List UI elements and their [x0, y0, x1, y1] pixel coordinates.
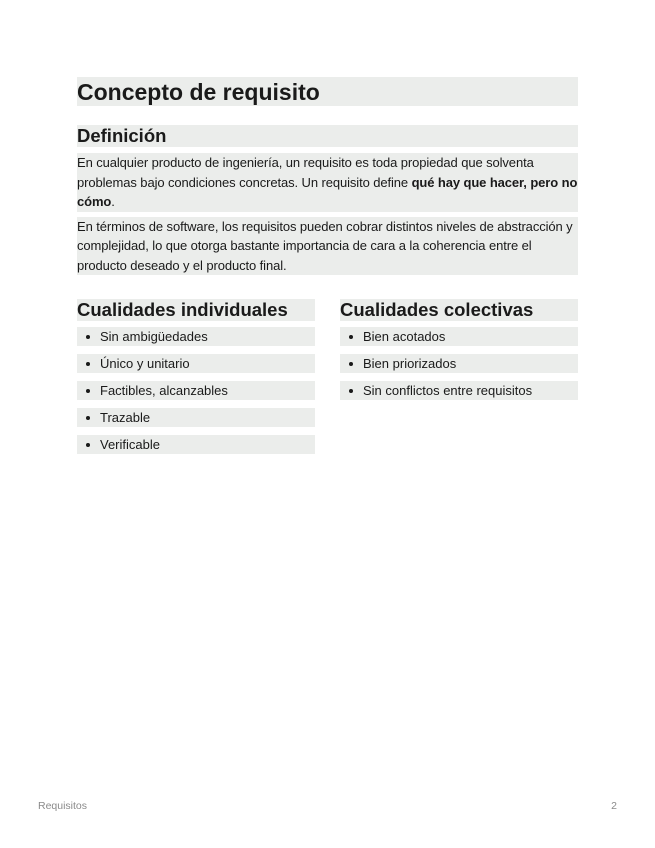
list-item: Sin conflictos entre requisitos	[340, 381, 578, 400]
list-item: Trazable	[77, 408, 315, 427]
collective-list	[340, 327, 578, 400]
definition-bold-text: qué hay que hacer, pero no cómo	[77, 174, 578, 209]
individual-qualities	[77, 299, 315, 462]
list-item: Único y unitario	[77, 354, 315, 373]
list-item: Factibles, alcanzables	[77, 381, 315, 400]
list-item: Bien priorizados	[340, 354, 578, 373]
list-item: Verificable	[77, 435, 315, 454]
collective-heading: Cualidades colectivas	[340, 299, 578, 321]
page-content	[77, 77, 578, 462]
definition-heading: Definición	[77, 125, 578, 147]
qualities-columns	[77, 299, 578, 462]
definition-period: .	[111, 194, 115, 209]
list-item: Bien acotados	[340, 327, 578, 346]
collective-qualities	[340, 299, 578, 462]
page-title: Concepto de requisito	[77, 77, 578, 106]
list-item: Sin ambigüedades	[77, 327, 315, 346]
footer-section-title: Requisitos	[38, 800, 88, 812]
individual-heading: Cualidades individuales	[77, 299, 315, 321]
individual-list	[77, 327, 315, 454]
page-number: 2	[611, 800, 617, 812]
definition-paragraph-1	[77, 153, 578, 212]
definition-text: En cualquier producto de ingeniería, un requisito es toda propiedad que solventa problemas bajo condiciones concretas. Un requisito define	[77, 155, 534, 190]
definition-paragraph-2: En términos de software, los requisitos pueden cobrar distintos niveles de abstracción y complejidad, lo que otorga bastante importancia de cara a la coherencia entre el producto deseado y el producto final.	[77, 217, 578, 276]
